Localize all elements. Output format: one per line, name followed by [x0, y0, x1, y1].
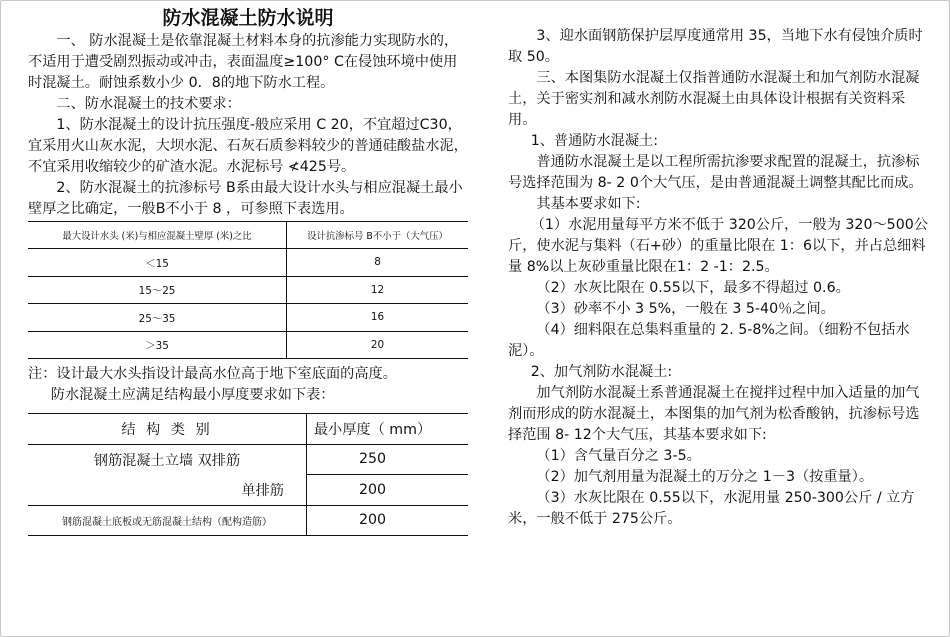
section-2-paragraph-3: 3、迎水面钢筋保护层厚度通常用 35，当地下水有侵蚀介质时取 50。: [508, 28, 923, 65]
table-cell: 20: [287, 331, 469, 359]
table-header-row: [28, 414, 468, 445]
air-entrained-concrete-heading: 2、加气剂防水混凝土:: [530, 364, 673, 380]
thickness-table: [28, 413, 468, 536]
table-cell: 250: [307, 444, 469, 475]
table-note: 注：设计最大水头指设计最高水位高于地下室底面的高度。: [28, 366, 397, 382]
ordinary-concrete-text: 普通防水混凝土是以工程所需抗渗要求配置的混凝土，抗渗标号选择范围为 8- 2 0个大气压，是由普通混凝土调整其配比而成。: [508, 154, 923, 191]
table-cell: 单排筋: [28, 475, 307, 506]
requirement-item: （1）水泥用量每平方米不低于 320公斤，一般为 320～500公斤，使水泥与集料（石+砂）的重量比限在 1：6以下，并占总细料量 8%以上灰砂重量比限在1：2 -1：2.5。: [508, 217, 928, 275]
table-cell: ＞35: [28, 331, 287, 359]
table-header-cell: 最小厚度（ mm）: [307, 414, 469, 445]
page-title: 防水混凝土防水说明: [162, 7, 334, 29]
table-row: [28, 505, 468, 536]
table-cell: 钢筋混凝土立墙 双排筋: [28, 444, 307, 475]
requirement-item: （1）含气量百分之 3-5。: [536, 448, 701, 464]
section-2-paragraph-2: 2、防水混凝土的抗渗标号 B系由最大设计水头与相应混凝土最小壁厚之比确定，一般B不小于 8 ，可参照下表选用。: [28, 178, 468, 222]
ordinary-concrete-heading: 1、普通防水混凝土:: [530, 133, 659, 149]
table-row: [28, 249, 468, 277]
air-entrained-concrete-text: 加气剂防水混凝土系普通混凝土在搅拌过程中加入适量的加气剂而形成的防水混凝土，本图集的加气剂为松香酸钠，抗渗标号选择范围 8- 12个大气压，其基本要求如下:: [508, 385, 920, 443]
section-2-paragraph-1: 1、防水混凝土的设计抗压强度-般应采用 C 20，不宜超过C30，宜采用火山灰水泥，大坝水泥、石灰石质参料较少的普通硅酸盐水泥，不宜采用收缩较少的矿渣水泥。水泥标号 ≮425号。: [28, 117, 468, 175]
table-row: [28, 276, 468, 304]
table-cell: 16: [287, 304, 469, 332]
section-2-heading: 二、防水混凝土的技术要求：: [56, 96, 241, 112]
table-cell: 12: [287, 276, 469, 304]
table-header-cell: 设计抗渗标号 B不小于（大气压）: [287, 222, 469, 249]
impermeability-table: [28, 222, 468, 359]
requirement-item: （2）水灰比限在 0.55以下，最多不得超过 0.6。: [536, 280, 850, 296]
table-header-cell: 结 构 类 别: [28, 414, 307, 445]
thickness-table-intro: 防水混凝土应满足结构最小厚度要求如下表：: [50, 387, 335, 403]
table-row: [28, 475, 468, 506]
table-cell: 200: [307, 475, 469, 506]
table-row: [28, 444, 468, 475]
requirement-item: （2）加气剂用量为混凝土的万分之 1－3（按重量）。: [536, 469, 874, 485]
basic-requirements-label: 其基本要求如下:: [536, 196, 641, 212]
section-3-text: 三、本图集防水混凝土仅指普通防水混凝土和加气剂防水混凝土，关于密实剂和减水剂防水混凝土由具体设计根据有关资料采用。: [508, 70, 920, 128]
table-cell: ＜15: [28, 249, 287, 277]
section-1-text: 一、 防水混凝土是依靠混凝土材料本身的抗渗能力实现防水的，不适用于遭受剧烈振动或冲击，表面温度≥100° C在侵蚀环境中使用时混凝土。耐蚀系数小少 0．8的地下防水工程。: [28, 33, 459, 91]
table-row: [28, 331, 468, 359]
table-cell: 200: [307, 505, 469, 536]
table-cell: 15～25: [28, 276, 287, 304]
requirement-item: （3）砂率不小 3 5%，一般在 3 5-40％之间。: [536, 301, 835, 317]
requirement-item: （4）细料限在总集料重量的 2. 5-8%之间。（细粉不包括水泥）。: [508, 322, 910, 359]
requirement-item: （3）水灰比限在 0.55以下，水泥用量 250-300公斤 / 立方米，一般不低于 275公斤。: [508, 490, 915, 527]
table-cell: 8: [287, 249, 469, 277]
left-column: [28, 6, 468, 536]
table-header-row: [28, 222, 468, 249]
right-column: [508, 26, 928, 530]
table-cell: 25～35: [28, 304, 287, 332]
table-header-cell: 最大设计水头 (米)与相应混凝土壁厚 (米)之比: [28, 222, 287, 249]
table-row: [28, 304, 468, 332]
table-cell: 钢筋混凝土底板或无筋混凝土结构（配构造筋）: [28, 505, 307, 536]
